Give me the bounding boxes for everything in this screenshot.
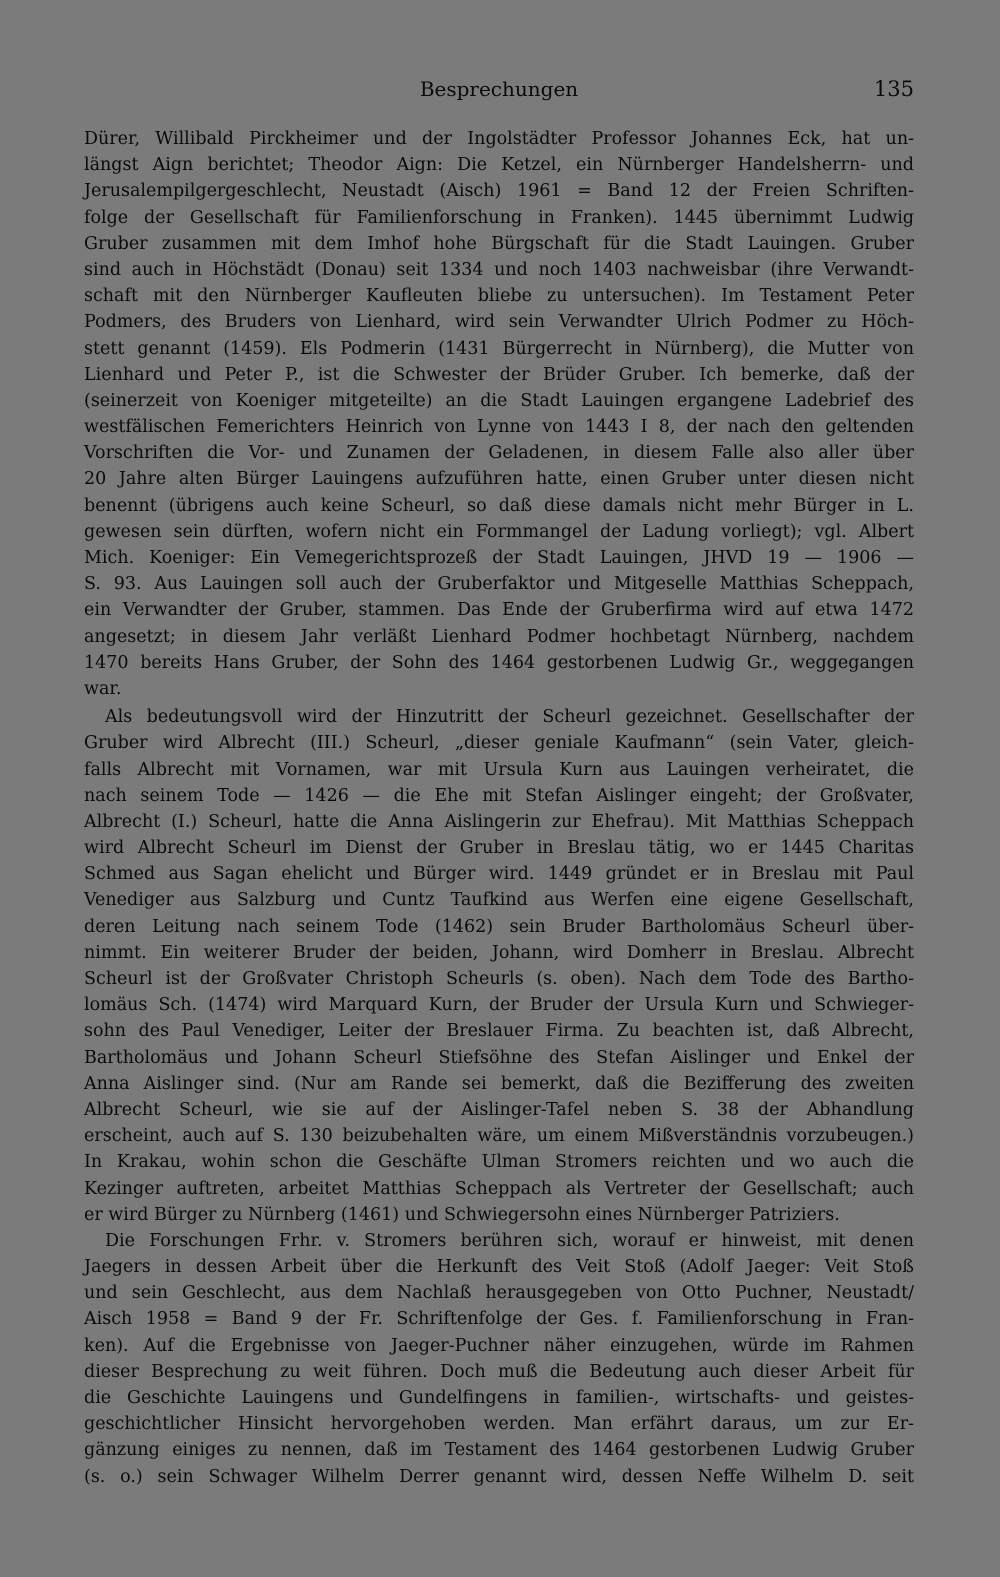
text-line: Vorschriften die Vor- und Zunamen der Geladenen, in diesem Falle also aller über bbox=[84, 443, 914, 464]
text-line: benennt (übrigens auch keine Scheurl, so daß diese damals nicht mehr Bürger in L. bbox=[84, 495, 914, 516]
text-line: Aisch 1958 = Band 9 der Fr. Schriftenfolge der Ges. f. Familienforschung in Fran- bbox=[84, 1309, 914, 1330]
text-line: sohn des Paul Venediger, Leiter der Breslauer Firma. Zu beachten ist, daß Albrecht, bbox=[84, 1021, 914, 1042]
text-line: Podmers, des Bruders von Lienhard, wird sein Verwandter Ulrich Podmer zu Höch- bbox=[84, 312, 914, 333]
text-line: Bartholomäus und Johann Scheurl Stiefsöhne des Stefan Aislinger und Enkel der bbox=[84, 1047, 914, 1068]
text-line: geschichtlicher Hinsicht hervorgehoben werden. Man erfährt daraus, um zur Er- bbox=[84, 1414, 914, 1435]
paragraph bbox=[84, 704, 914, 1228]
text-line: In Krakau, wohin schon die Geschäfte Ulman Stromers reichten und wo auch die bbox=[84, 1152, 914, 1173]
text-line: Jerusalempilgergeschlecht, Neustadt (Aisch) 1961 = Band 12 der Freien Schriften- bbox=[84, 181, 914, 202]
text-line: Lienhard und Peter P., ist die Schwester der Brüder Gruber. Ich bemerke, daß der bbox=[84, 364, 914, 385]
paragraph bbox=[84, 1228, 914, 1490]
text-line: wird Albrecht Scheurl im Dienst der Gruber in Breslau tätig, wo er 1445 Charitas bbox=[84, 838, 914, 859]
body-text bbox=[84, 126, 914, 1490]
text-line: Gruber zusammen mit dem Imhof hohe Bürgschaft für die Stadt Lauingen. Gruber bbox=[84, 233, 914, 254]
text-line: erscheint, auch auf S. 130 beizubehalten wäre, um einem Mißverständnis vorzubeugen.) bbox=[84, 1126, 914, 1147]
text-line: 20 Jahre alten Bürger Lauingens aufzuführen hatte, einen Gruber unter diesen nicht bbox=[84, 469, 914, 490]
text-line: Venediger aus Salzburg und Cuntz Taufkind aus Werfen eine eigene Gesellschaft, bbox=[84, 890, 914, 911]
text-line: gewesen sein dürften, wofern nicht ein Formmangel der Ladung vorliegt); vgl. Albert bbox=[84, 521, 914, 542]
text-line: Albrecht Scheurl, wie sie auf der Aislinger-Tafel neben S. 38 der Abhandlung bbox=[84, 1099, 914, 1120]
text-line: sind auch in Höchstädt (Donau) seit 1334 und noch 1403 nachweisbar (ihre Verwandt- bbox=[84, 259, 914, 280]
text-line: Mich. Koeniger: Ein Vemegerichtsprozeß der Stadt Lauingen, JHVD 19 — 1906 — bbox=[84, 548, 914, 568]
paragraph bbox=[84, 126, 914, 702]
text-line: Dürer, Willibald Pirckheimer und der Ingolstädter Professor Johannes Eck, hat un- bbox=[84, 129, 914, 149]
text-line: Jaegers in dessen Arbeit über die Herkunft des Veit Stoß (Adolf Jaeger: Veit Stoß bbox=[84, 1257, 914, 1278]
text-line: 1470 bereits Hans Gruber, der Sohn des 1464 gestorbenen Ludwig Gr., weggegangen bbox=[84, 652, 914, 673]
text-line: falls Albrecht mit Vornamen, war mit Ursula Kurn aus Lauingen verheiratet, die bbox=[84, 759, 914, 780]
text-line: stett genannt (1459). Els Podmerin (1431 Bürgerrecht in Nürnberg), die Mutter von bbox=[84, 338, 914, 359]
running-head bbox=[84, 74, 914, 104]
text-line: Kezinger auftreten, arbeitet Matthias Scheppach als Vertreter der Gesellschaft; auch bbox=[84, 1178, 914, 1199]
page-number: 135 bbox=[873, 77, 914, 101]
text-line: ein Verwandter der Gruber, stammen. Das Ende der Gruberfirma wird auf etwa 1472 bbox=[84, 600, 914, 621]
text-line: nach seinem Tode — 1426 — die Ehe mit Stefan Aislinger eingeht; der Großvater, bbox=[84, 785, 914, 806]
text-line: die Geschichte Lauingens und Gundelfingens in familien-, wirtschafts- und geistes- bbox=[84, 1388, 914, 1408]
text-line: Albrecht (I.) Scheurl, hatte die Anna Aislingerin zur Ehefrau). Mit Matthias Scheppach bbox=[84, 811, 914, 832]
text-line: folge der Gesellschaft für Familienforschung in Franken). 1445 übernimmt Ludwig bbox=[84, 207, 914, 228]
text-line: deren Leitung nach seinem Tode (1462) sein Bruder Bartholomäus Scheurl über- bbox=[84, 916, 914, 937]
text-line: Scheurl ist der Großvater Christoph Scheurls (s. oben). Nach dem Tode des Bartho- bbox=[84, 969, 914, 989]
text-line: er wird Bürger zu Nürnberg (1461) und Schwiegersohn eines Nürnberger Patriziers. bbox=[84, 1204, 840, 1225]
text-line: (seinerzeit von Koeniger mitgeteilte) an die Stadt Lauingen ergangene Ladebrief des bbox=[84, 390, 914, 411]
text-line: westfälischen Femerichters Heinrich von Lynne von 1443 I 8, der nach den geltenden bbox=[84, 417, 914, 438]
text-line: dieser Besprechung zu weit führen. Doch muß die Bedeutung auch dieser Arbeit für bbox=[84, 1361, 914, 1382]
text-line: Die Forschungen Frhr. v. Stromers berühren sich, worauf er hinweist, mit denen bbox=[105, 1230, 914, 1251]
text-line: angesetzt; in diesem Jahr verläßt Lienhard Podmer hochbetagt Nürnberg, nachdem bbox=[84, 626, 914, 647]
text-line: Als bedeutungsvoll wird der Hinzutritt der Scheurl gezeichnet. Gesellschafter der bbox=[105, 707, 914, 728]
text-line: nimmt. Ein weiterer Bruder der beiden, Johann, wird Domherr in Breslau. Albrecht bbox=[84, 942, 914, 963]
text-line: S. 93. Aus Lauingen soll auch der Gruberfaktor und Mitgeselle Matthias Scheppach, bbox=[84, 574, 914, 595]
text-line: Anna Aislinger sind. (Nur am Rande sei bemerkt, daß die Bezifferung des zweiten bbox=[84, 1073, 914, 1094]
text-line: ken). Auf die Ergebnisse von Jaeger-Puchner näher einzugehen, würde im Rahmen bbox=[84, 1335, 914, 1356]
text-line: (s. o.) sein Schwager Wilhelm Derrer genannt wird, dessen Neffe Wilhelm D. seit bbox=[84, 1466, 914, 1487]
running-title: Besprechungen bbox=[419, 77, 579, 101]
text-line: Gruber wird Albrecht (III.) Scheurl, „dieser geniale Kaufmann“ (sein Vater, gleich- bbox=[84, 733, 914, 754]
text-line: und sein Geschlecht, aus dem Nachlaß herausgegeben von Otto Puchner, Neustadt/ bbox=[84, 1283, 914, 1304]
text-line: war. bbox=[84, 678, 122, 699]
text-line: längst Aign berichtet; Theodor Aign: Die Ketzel, ein Nürnberger Handelsherrn- und bbox=[84, 155, 914, 176]
text-line: lomäus Sch. (1474) wird Marquard Kurn, der Bruder der Ursula Kurn und Schwieger- bbox=[84, 995, 914, 1016]
text-line: schaft mit den Nürnberger Kaufleuten bliebe zu untersuchen). Im Testament Peter bbox=[84, 286, 914, 307]
text-line: gänzung einiges zu nennen, daß im Testament des 1464 gestorbenen Ludwig Gruber bbox=[84, 1440, 914, 1461]
text-line: Schmed aus Sagan ehelicht und Bürger wird. 1449 gründet er in Breslau mit Paul bbox=[84, 864, 914, 885]
